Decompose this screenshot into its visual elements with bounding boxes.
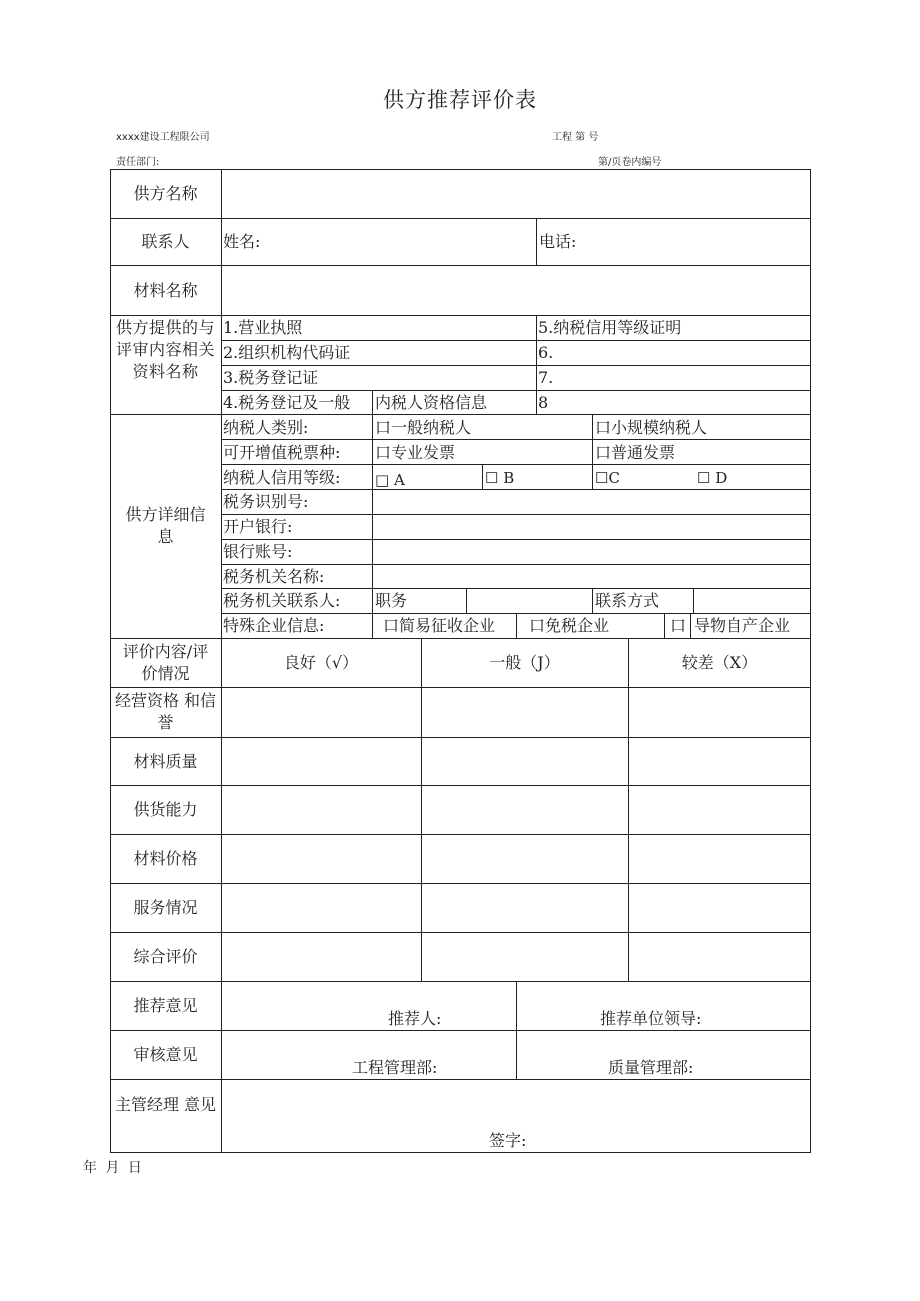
recommend-leader-field: 推荐单位领导: (600, 1009, 702, 1028)
eval-item-supply: 供货能力 (133, 800, 198, 819)
self-produce-label: 导物自产企业 (694, 616, 791, 635)
project-number: 工程 第 号 (552, 132, 599, 143)
contact-phone-field[interactable]: 电话: (539, 232, 577, 251)
supplier-name-label: 供方名称 (133, 184, 198, 203)
contact-name-field[interactable]: 姓名: (223, 232, 261, 251)
tax-office-label: 税务机关名称: (223, 567, 325, 586)
credit-level-b-checkbox[interactable]: ☐ B (485, 469, 515, 487)
eval-item-service: 服务情况 (133, 898, 198, 917)
documents-label: 供方提供的与评审内容相关资料名称 (116, 318, 216, 381)
engineering-dept-field: 工程管理部: (352, 1058, 438, 1077)
tax-office-contact-label: 税务机关联系人: (223, 591, 341, 610)
evaluation-header-label: 评价内容/评价情况 (122, 642, 209, 683)
doc-item-3: 3.税务登记证 (223, 368, 319, 387)
doc-item-5: 5.纳税信用等级证明 (538, 318, 682, 337)
quality-dept-field: 质量管理部: (608, 1058, 694, 1077)
doc-item-6: 6. (538, 343, 554, 362)
material-name-label: 材料名称 (133, 281, 198, 300)
contact-label: 联系人 (141, 232, 190, 251)
credit-level-label: 纳税人信用等级: (223, 468, 341, 487)
eval-item-quality: 材料质量 (133, 752, 198, 771)
self-produce-checkbox[interactable]: 口 (670, 616, 687, 635)
bank-label: 开户银行: (223, 517, 293, 536)
simple-levy-checkbox[interactable]: 口简易征收企业 (383, 616, 496, 635)
taxpayer-type-label: 纳税人类别: (223, 418, 309, 437)
recommender-field: 推荐人: (388, 1009, 442, 1028)
eval-item-qualification: 经营资格 和信誉 (114, 691, 217, 732)
normal-invoice-checkbox[interactable]: 口普通发票 (595, 443, 676, 462)
credit-level-d-checkbox[interactable]: ☐ D (697, 469, 728, 487)
eval-item-overall: 综合评价 (133, 947, 198, 966)
general-taxpayer-checkbox[interactable]: 口一般纳税人 (375, 418, 472, 437)
doc-item-7: 7. (538, 368, 554, 387)
doc-item-1: 1.营业执照 (223, 318, 303, 337)
small-taxpayer-checkbox[interactable]: 口小规模纳税人 (595, 418, 708, 437)
tax-id-label: 税务识别号: (223, 492, 309, 511)
doc-item-4-cont: 内税人资格信息 (375, 393, 488, 412)
contact-method-label: 联系方式 (595, 591, 660, 610)
rating-normal-header: 一般（J） (489, 653, 560, 672)
review-opinion-label: 审核意见 (133, 1045, 198, 1064)
special-enterprise-label: 特殊企业信息: (223, 616, 325, 635)
manager-opinion-label: 主管经理 意见 (114, 1095, 217, 1114)
eval-item-price: 材料价格 (133, 849, 198, 868)
recommend-opinion-label: 推荐意见 (133, 996, 198, 1015)
tax-exempt-checkbox[interactable]: 口免税企业 (529, 616, 610, 635)
department-label: 责任部门: (116, 157, 160, 168)
form-title: 供方推荐评价表 (383, 88, 537, 112)
page-volume-number: 第/页卷内编号 (598, 157, 662, 168)
doc-item-8: 8 (538, 393, 549, 412)
company-name: xxxx建设工程限公司 (116, 132, 210, 143)
supplier-detail-label: 供方详细信息 (125, 505, 206, 546)
credit-level-c-checkbox[interactable]: ☐C (595, 469, 620, 487)
doc-item-2: 2.组织机构代码证 (223, 343, 351, 362)
rating-poor-header: 较差（X） (681, 653, 758, 672)
credit-level-a-checkbox[interactable]: □ A (375, 471, 405, 489)
signature-field: 签字: (489, 1131, 527, 1150)
rating-good-header: 良好（√） (283, 653, 359, 672)
date-footer: 年 月 日 (83, 1160, 144, 1176)
position-label: 职务 (375, 591, 408, 610)
bank-account-label: 银行账号: (223, 542, 293, 561)
special-invoice-checkbox[interactable]: 口专业发票 (375, 443, 456, 462)
doc-item-4: 4.税务登记及一般 (223, 393, 351, 412)
invoice-type-label: 可开增值税票种: (223, 443, 341, 462)
